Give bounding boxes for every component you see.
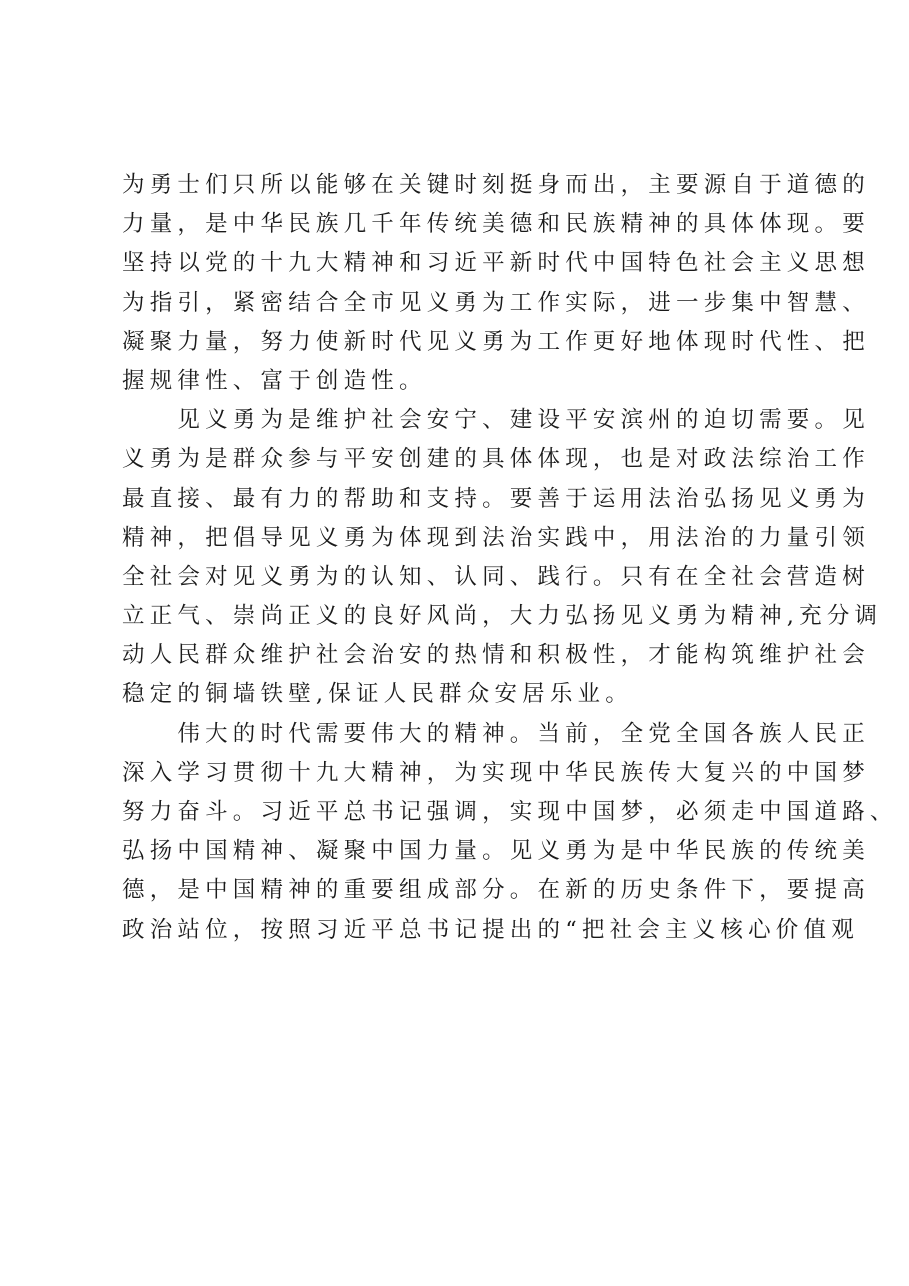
text-line: 弘扬中国精神、凝聚中国力量。见义勇为是中华民族的传统美	[122, 838, 870, 865]
text-line: 深入学习贯彻十九大精神，为实现中华民族传大复兴的中国梦	[122, 759, 870, 786]
text-line: 立正气、崇尚正义的良好风尚，大力弘扬见义勇为精神,充分调	[122, 603, 883, 630]
text-line: 稳定的铜墙铁壁,保证人民群众安居乐业。	[122, 681, 633, 708]
text-line: 为勇士们只所以能够在关键时刻挺身而出，主要源自于道德的	[122, 172, 870, 198]
text-line: 为指引，紧密结合全市见义勇为工作实际，进一步集中智慧、	[122, 289, 870, 316]
text-line: 伟大的时代需要伟大的精神。当前，全党全国各族人民正	[122, 720, 870, 747]
text-line: 德，是中国精神的重要组成部分。在新的历史条件下，要提高	[122, 877, 870, 904]
text-line: 精神，把倡导见义勇为体现到法治实践中，用法治的力量引领	[122, 524, 870, 551]
text-line: 义勇为是群众参与平安创建的具体体现，也是对政法综治工作	[122, 446, 870, 473]
text-line: 凝聚力量，努力使新时代见义勇为工作更好地体现时代性、把	[122, 328, 870, 355]
text-line: 最直接、最有力的帮助和支持。要善于运用法治弘扬见义勇为	[122, 485, 870, 512]
text-line: 全社会对见义勇为的认知、认同、践行。只有在全社会营造树	[122, 563, 870, 590]
text-line: 坚持以党的十九大精神和习近平新时代中国特色社会主义思想	[122, 250, 870, 277]
text-line: 努力奋斗。习近平总书记强调，实现中国梦，必须走中国道路、	[122, 799, 898, 825]
text-line: 动人民群众维护社会治安的热情和积极性，才能构筑维护社会	[122, 642, 870, 669]
text-line: 政治站位，按照习近平总书记提出的“把社会主义核心价值观	[122, 916, 859, 943]
text-line: 握规律性、富于创造性。	[122, 367, 427, 394]
text-line: 见义勇为是维护社会安宁、建设平安滨州的迫切需要。见	[122, 407, 870, 434]
body-text	[122, 166, 898, 950]
text-line: 力量，是中华民族几千年传统美德和民族精神的具体体现。要	[122, 211, 870, 238]
